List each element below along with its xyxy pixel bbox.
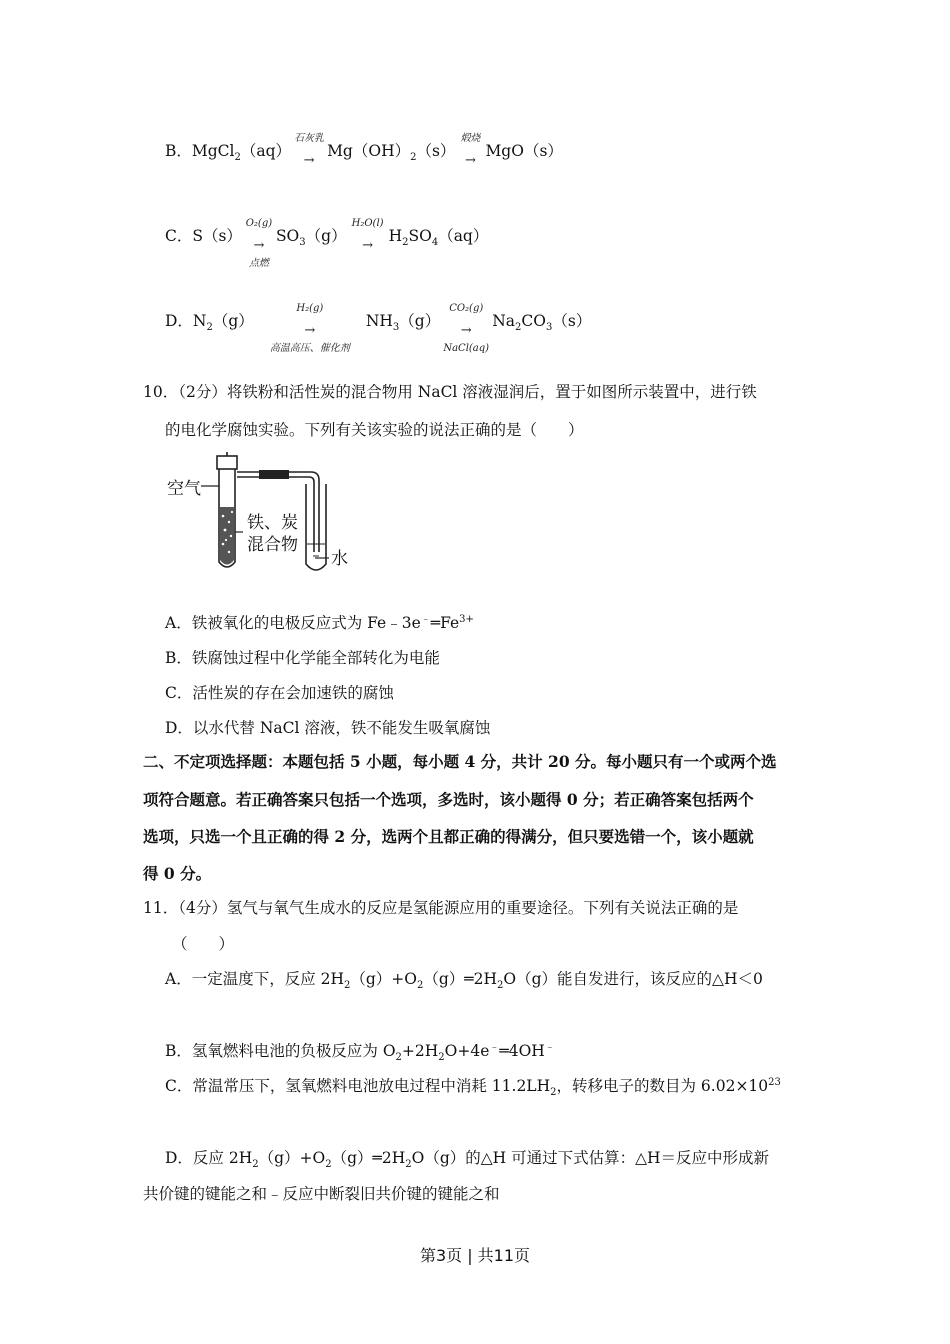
q11-option-b: B．氢氧燃料电池的负极反应为 $O_2+2H_2O+4e^﹣═4OH^﹣$ [165, 1041, 555, 1064]
figure-label-mixture-line2: 混合物 [247, 535, 298, 555]
section2-instructions-line3: 选项，只选一个且正确的得 2 分，选两个且都正确的得满分，但只要选错一个，该小题就 [143, 827, 754, 846]
section2-instructions-line4: 得 0 分。 [143, 864, 212, 883]
reaction-arrow: 煅烧 → [460, 133, 481, 168]
q11-option-c: C．常温常压下，氢氧燃料电池放电过程中消耗 $11.2LH_2$，转移电子的数目为 $6.02\times 10^{23}$ [165, 1076, 781, 1099]
q9-option-c: C．S（s） O₂(g) → 点燃 $SO_3(g)$ H₂O(l) → $H_2SO_4(aq)$ [165, 218, 489, 269]
page-number-footer: 第3页 | 共11页 [419, 1246, 531, 1265]
q9-option-b: B．MgCl$_2$（aq） 石灰乳 → $Mg(OH)_2(s)$ 煅烧 → MgO（s） [165, 133, 563, 168]
figure-label-mixture-line1: 铁、炭 [247, 513, 298, 533]
q11-option-d: D．反应 $2H_2(g)+O_2(g)═2H_2O(g)$的△H 可通过下式估算：△H＝反应中形成新 [165, 1149, 770, 1171]
corrosion-apparatus-figure [163, 452, 363, 578]
q10-option-d: D．以水代替 NaCl 溶液，铁不能发生吸氧腐蚀 [165, 719, 491, 737]
q10-option-b: B．铁腐蚀过程中化学能全部转化为电能 [165, 649, 440, 667]
reaction-arrow: 石灰乳 → [294, 133, 325, 168]
q11-stem-line2: （ ） [172, 935, 235, 953]
q9-option-d: D．$N_2(g)$ H₂(g) → 高温高压、催化剂 $NH_3(g)$ CO₂(g) → NaCl(aq) $Na_2CO_3(s)$ [165, 303, 592, 354]
q10-option-a: A．铁被氧化的电极反应式为 $Fe﹣3e^﹣═Fe^{3+}$ [165, 613, 474, 632]
q11-option-a: A．一定温度下，反应 $2H_2(g)+O_2(g)═2H_2O(g)$能自发进行，该反应的△H＜0 [165, 970, 763, 992]
reaction-arrow: H₂(g) → 高温高压、催化剂 [269, 303, 350, 354]
reaction-arrow: CO₂(g) → NaCl(aq) [443, 303, 490, 354]
q10-stem-line2: 的电化学腐蚀实验。下列有关该实验的说法正确的是（ ） [165, 421, 584, 439]
q10-option-c: C．活性炭的存在会加速铁的腐蚀 [165, 684, 394, 702]
q10-stem-line1: 10．（2分）将铁粉和活性炭的混合物用 NaCl 溶液湿润后，置于如图所示装置中，进行铁 [143, 383, 757, 401]
figure-label-air: 空气 [167, 479, 201, 499]
reaction-arrow: H₂O(l) → [351, 218, 384, 253]
q11-stem-line1: 11．（4分）氢气与氧气生成水的反应是氢能源应用的重要途径。下列有关说法正确的是 [143, 899, 739, 917]
reaction-arrow: O₂(g) → 点燃 [245, 218, 273, 269]
q11-option-d-line2: 共价键的键能之和﹣反应中断裂旧共价键的键能之和 [143, 1185, 500, 1203]
figure-label-water: 水 [331, 549, 348, 569]
section2-instructions-line1: 二、不定项选择题：本题包括 5 小题，每小题 4 分，共计 20 分。每小题只有一个或两个选 [143, 752, 777, 771]
section2-instructions-line2: 项符合题意。若正确答案只包括一个选项，多选时，该小题得 0 分；若正确答案包括两个 [143, 790, 754, 809]
